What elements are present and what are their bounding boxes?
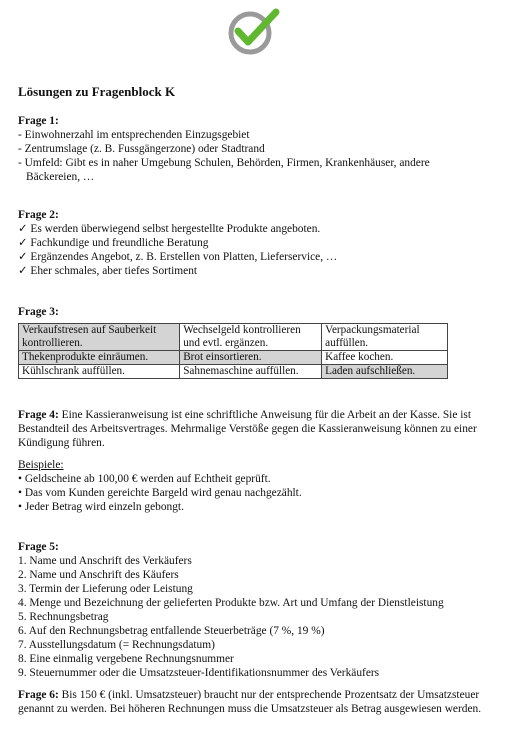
frage5-line: 9. Steuernummer oder die Umsatzsteuer-Identifikationsnummer des Verkäufers xyxy=(18,667,380,679)
table-cell: Verpackungsmaterial auffüllen. xyxy=(322,324,448,351)
frage2-line: ✓ Fachkundige und freundliche Beratung xyxy=(18,237,209,249)
frage5-heading: Frage 5: xyxy=(18,541,59,553)
frage6-section xyxy=(18,688,498,716)
table-row xyxy=(19,324,448,351)
frage5-line: 7. Ausstellungsdatum (= Rechnungsdatum) xyxy=(18,639,215,651)
frage1-line: - Einwohnerzahl im entsprechenden Einzugsgebiet xyxy=(18,129,250,141)
frage4-examples-label: Beispiele: xyxy=(18,459,64,471)
table-cell: Sahnemaschine auffüllen. xyxy=(180,365,322,379)
frage5-line: 6. Auf den Rechnungsbetrag entfallende Steuerbeträge (7 %, 19 %) xyxy=(18,625,325,637)
frage5-line: 1. Name und Anschrift des Verkäufers xyxy=(18,555,192,567)
frage2-line: ✓ Es werden überwiegend selbst hergestellte Produkte angeboten. xyxy=(18,223,321,235)
frage6-paragraph xyxy=(18,688,498,716)
table-cell: Verkaufstresen auf Sauberkeit kontrollieren. xyxy=(19,324,180,351)
table-cell: Thekenprodukte einräumen. xyxy=(19,351,180,365)
frage2-heading: Frage 2: xyxy=(18,209,59,221)
frage6-text: Bis 150 € (inkl. Umsatzsteuer) braucht nur der entsprechende Prozentsatz der Umsatzsteuer genannt zu werden. Bei höheren Rechnungen muss die Umsatzsteuer als Betrag ausgewiesen werden. xyxy=(18,689,482,715)
frage3-section xyxy=(18,305,498,379)
frage1-line: - Zentrumslage (z. B. Fussgängerzone) oder Stadtrand xyxy=(18,143,265,155)
frage1-heading: Frage 1: xyxy=(18,115,59,127)
checkmark-icon xyxy=(226,6,284,56)
frage3-heading: Frage 3: xyxy=(18,306,59,318)
table-cell: Kaffee kochen. xyxy=(322,351,448,365)
frage5-section xyxy=(18,540,498,680)
page-title: Lösungen zu Fragenblock K xyxy=(18,84,176,99)
frage4-section xyxy=(18,408,498,514)
table-row xyxy=(19,351,448,365)
frage1-line: Bäckereien, … xyxy=(26,171,95,183)
frage4-text: Eine Kassieranweisung ist eine schriftliche Anweisung für die Arbeit an der Kasse. Sie ist Bestandteil des Arbeitsvertrages. Mehrmalige Verstöße gegen die Kassieranweisung können zu einer Kündigung führen. xyxy=(18,409,477,449)
frage4-heading: Frage 4: xyxy=(18,409,59,421)
frage6-heading: Frage 6: xyxy=(18,689,59,701)
frage1-section xyxy=(18,114,498,184)
table-cell: Kühlschrank auffüllen. xyxy=(19,365,180,379)
frage5-line: 4. Menge und Bezeichnung der gelieferten Produkte bzw. Art und Umfang der Dienstleistung xyxy=(18,597,444,609)
frage2-section xyxy=(18,208,498,278)
frage4-example: • Jeder Betrag wird einzeln gebongt. xyxy=(18,501,184,513)
frage4-example: • Das vom Kunden gereichte Bargeld wird genau nachgezählt. xyxy=(18,487,302,499)
frage3-table xyxy=(18,323,448,379)
frage2-line: ✓ Ergänzendes Angebot, z. B. Erstellen von Platten, Lieferservice, … xyxy=(18,251,338,263)
table-row xyxy=(19,365,448,379)
table-cell: Brot einsortieren. xyxy=(180,351,322,365)
frage1-line: - Umfeld: Gibt es in naher Umgebung Schulen, Behörden, Firmen, Krankenhäuser, andere xyxy=(18,157,430,169)
table-cell: Laden aufschließen. xyxy=(322,365,448,379)
frage5-line: 2. Name und Anschrift des Käufers xyxy=(18,569,179,581)
frage5-line: 8. Eine einmalig vergebene Rechnungsnummer xyxy=(18,653,234,665)
frage5-line: 5. Rechnungsbetrag xyxy=(18,611,109,623)
frage5-line: 3. Termin der Lieferung oder Leistung xyxy=(18,583,193,595)
frage2-line: ✓ Eher schmales, aber tiefes Sortiment xyxy=(18,265,198,277)
table-cell: Wechselgeld kontrollieren und evtl. ergänzen. xyxy=(180,324,322,351)
frage4-example: • Geldscheine ab 100,00 € werden auf Echtheit geprüft. xyxy=(18,473,271,485)
frage4-paragraph xyxy=(18,408,498,450)
